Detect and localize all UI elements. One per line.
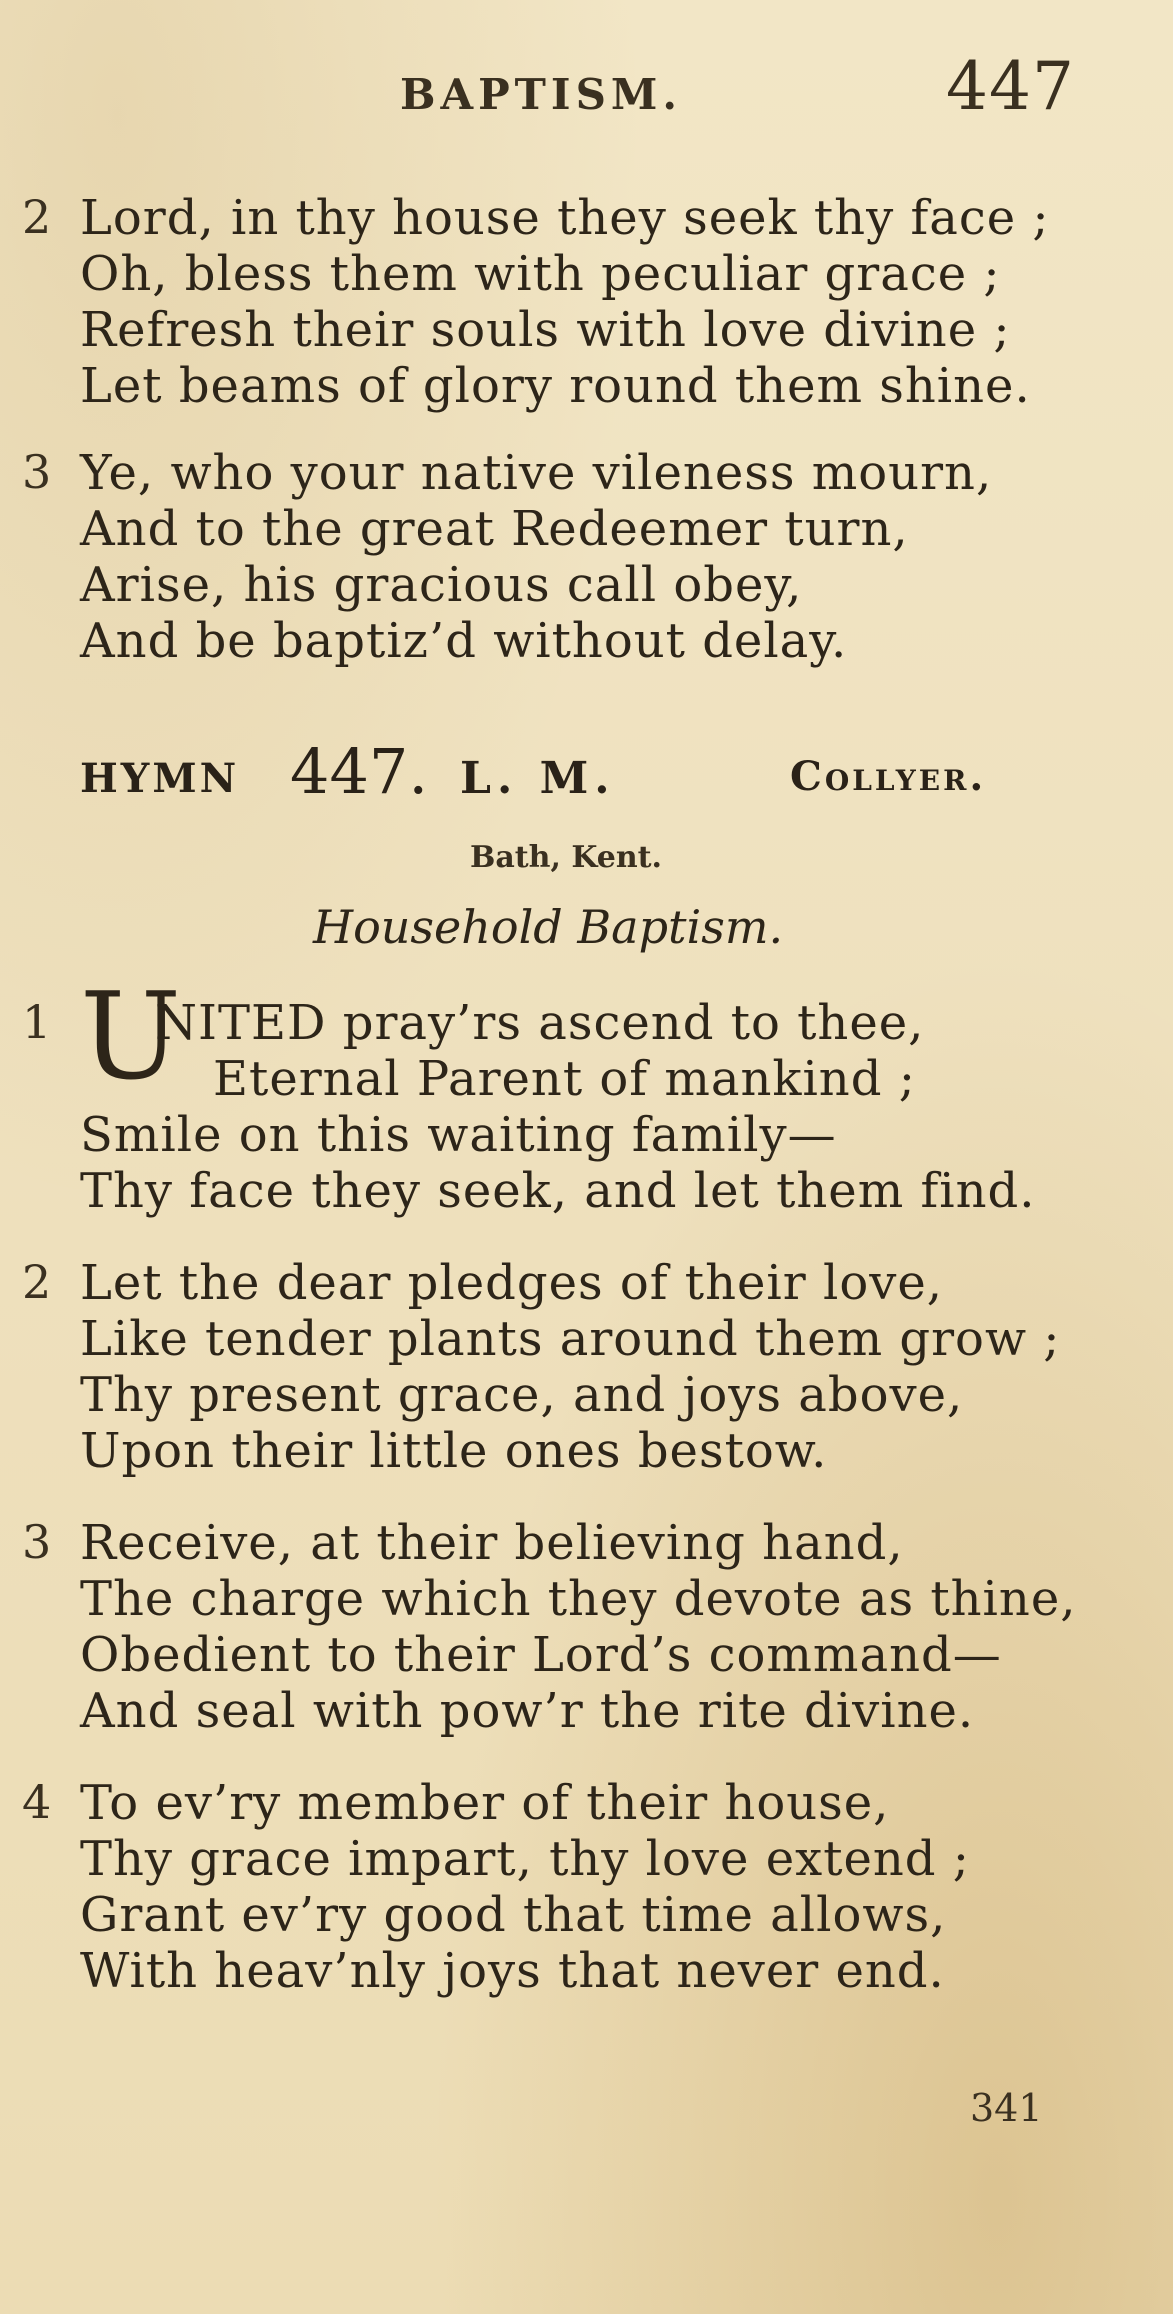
hymn-page-number: 447 (946, 48, 1075, 125)
verse-line: Thy present grace, and joys above, (80, 1367, 964, 1423)
stanza-number: 1 (22, 995, 52, 1049)
verse-line: Like tender plants around them grow ; (80, 1311, 1061, 1367)
verse-line: Thy face they seek, and let them find. (80, 1163, 1036, 1219)
verse-line: To ev’ry member of their house, (80, 1775, 890, 1831)
stanza-number: 2 (22, 1255, 52, 1309)
verse-line: Obedient to their Lord’s command— (80, 1627, 1002, 1683)
verse-line: Lord, in thy house they seek thy face ; (80, 190, 1050, 246)
hymn-label: HYMN (80, 755, 240, 802)
verse-line: Let the dear pledges of their love, (80, 1255, 943, 1311)
verse-line: Oh, bless them with peculiar grace ; (80, 246, 1001, 302)
verse-line: Upon their little ones bestow. (80, 1423, 828, 1479)
hymn-author: Collyer. (790, 753, 987, 800)
folio-number: 341 (970, 2086, 1043, 2130)
stanza-number: 4 (22, 1775, 52, 1829)
verse-line: The charge which they devote as thine, (80, 1571, 1077, 1627)
drop-cap: U (80, 968, 182, 1107)
hymn-title: Household Baptism. (313, 900, 784, 954)
hymn-number: 447. (290, 735, 429, 808)
verse-line: Eternal Parent of mankind ; (213, 1051, 916, 1107)
running-head: BAPTISM. (400, 70, 683, 119)
tune-name: Bath, Kent. (470, 840, 662, 875)
verse-line: Refresh their souls with love divine ; (80, 302, 1011, 358)
verse-line: And seal with pow’r the rite divine. (80, 1683, 975, 1739)
stanza-number: 3 (22, 1515, 52, 1569)
verse-line: Receive, at their believing hand, (80, 1515, 904, 1571)
verse-line: Smile on this waiting family— (80, 1107, 837, 1163)
verse-line: Let beams of glory round them shine. (80, 358, 1031, 414)
verse-line: With heav’nly joys that never end. (80, 1943, 945, 1999)
verse-line: Thy grace impart, thy love extend ; (80, 1831, 970, 1887)
verse-line: NITED pray’rs ascend to thee, (155, 995, 925, 1051)
hymn-heading (0, 735, 1173, 815)
verse-line: Arise, his gracious call obey, (80, 557, 803, 613)
hymn-meter: L. M. (460, 753, 616, 804)
verse-line: And be baptiz’d without delay. (80, 613, 848, 669)
stanza-number: 2 (22, 190, 52, 244)
verse-line: And to the great Redeemer turn, (80, 501, 909, 557)
stanza-number: 3 (22, 445, 52, 499)
verse-line: Grant ev’ry good that time allows, (80, 1887, 947, 1943)
page-header (0, 48, 1173, 128)
verse-line: Ye, who your native vileness mourn, (80, 445, 993, 501)
